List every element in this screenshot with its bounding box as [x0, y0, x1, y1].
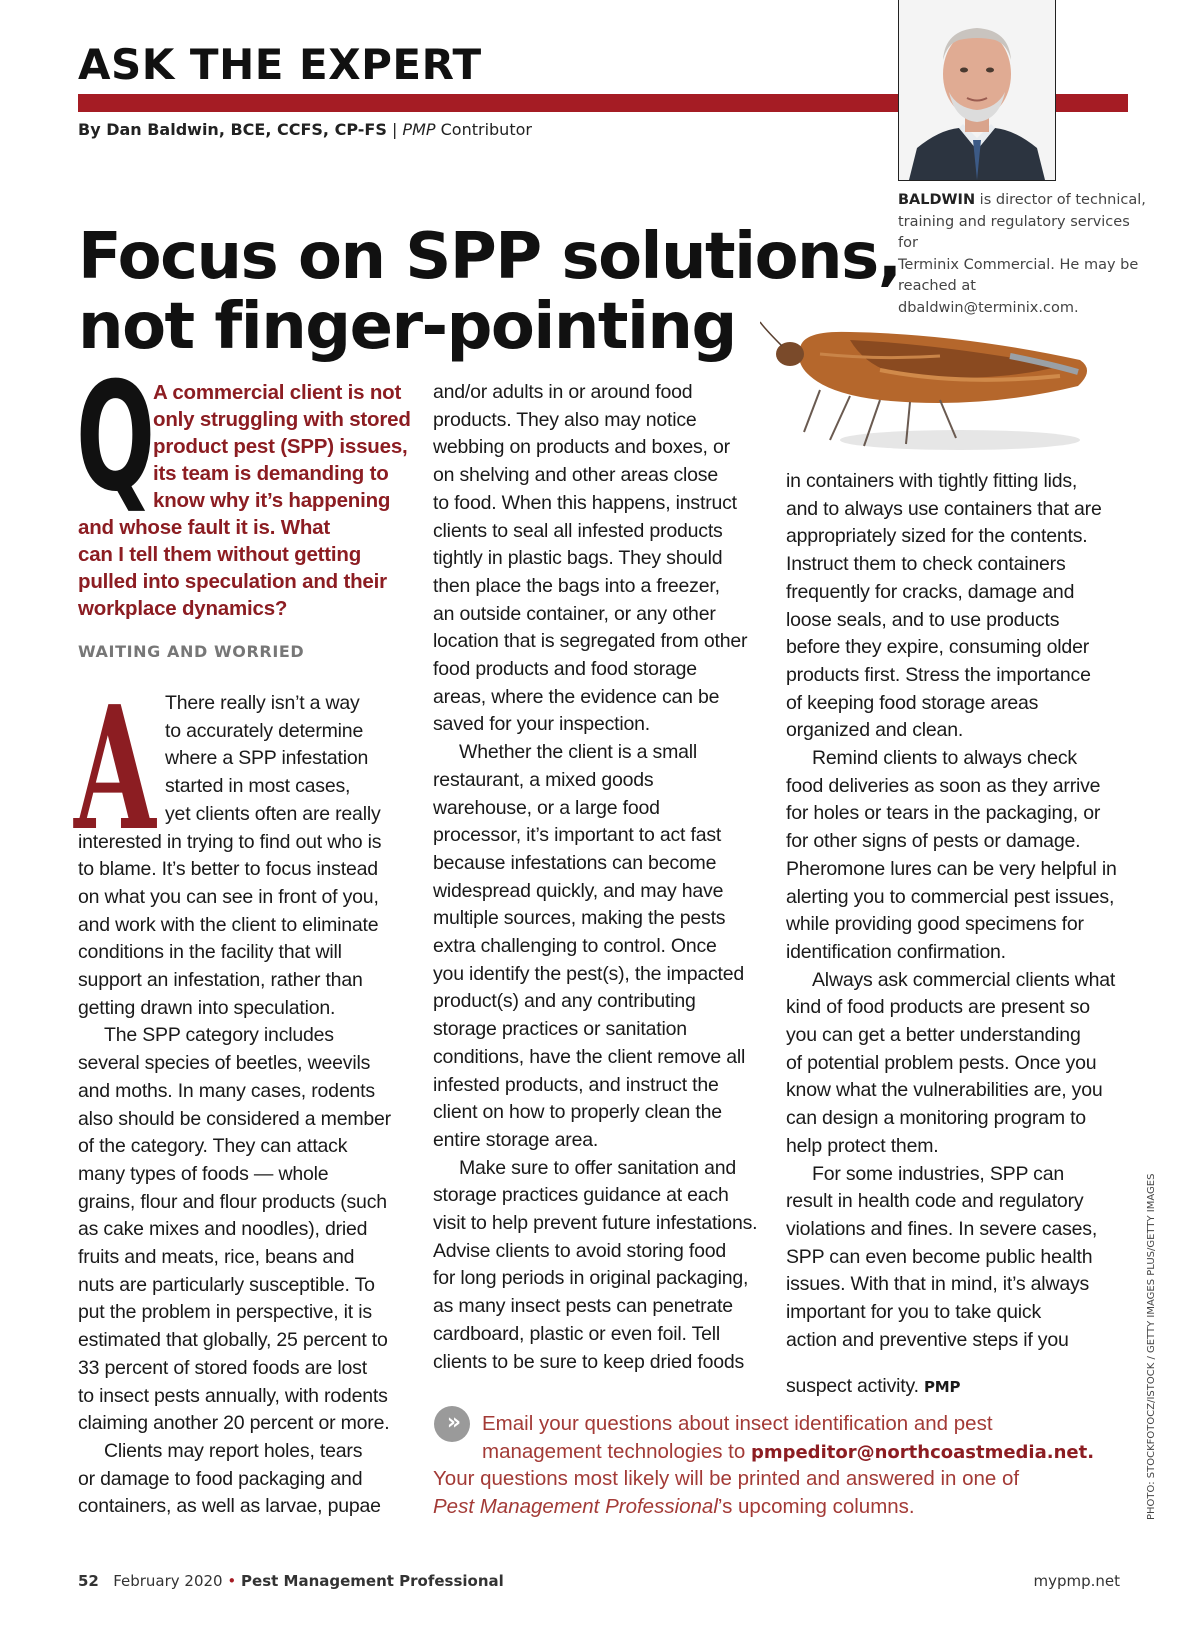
text-line: organized and clean.: [786, 719, 964, 741]
text-line: restaurant, a mixed goods: [433, 769, 654, 791]
question-signoff: WAITING AND WORRIED: [78, 642, 305, 661]
question-line: its team is demanding to: [153, 462, 389, 485]
text-line: to food. When this happens, instruct: [433, 492, 737, 514]
text-line: help protect them.: [786, 1135, 939, 1157]
question-line: can I tell them without getting: [78, 543, 362, 566]
text-line: fruits and meats, rice, beans and: [78, 1246, 355, 1268]
text-line: food deliveries as soon as they arrive: [786, 775, 1101, 797]
caption-line: reached at dbaldwin@terminix.com.: [898, 278, 1079, 316]
text-line: Instruct them to check containers: [786, 553, 1066, 575]
text-line: issues. With that in mind, it’s always: [786, 1273, 1090, 1295]
question-line: product pest (SPP) issues,: [153, 435, 408, 458]
text-line: action and preventive steps if you: [786, 1329, 1069, 1351]
text-line: Always ask commercial clients what: [812, 969, 1116, 991]
text-line: saved for your inspection.: [433, 713, 651, 735]
text-line: as many insect pests can penetrate: [433, 1295, 733, 1317]
text-line: of keeping food storage areas: [786, 692, 1039, 714]
end-mark: PMP: [924, 1378, 961, 1396]
byline: [78, 120, 532, 139]
text-line: conditions, have the client remove all: [433, 1046, 746, 1068]
question-line: workplace dynamics?: [78, 597, 288, 620]
text-line: for long periods in original packaging,: [433, 1267, 749, 1289]
headline-line: not finger-pointing: [78, 290, 736, 364]
text-line: nuts are particularly susceptible. To: [78, 1274, 375, 1296]
email-line: [482, 1440, 1094, 1464]
text-line: [786, 1375, 960, 1398]
text-line: yet clients often are really: [165, 803, 381, 825]
text-line: put the problem in perspective, it is: [78, 1301, 372, 1323]
text-line: or damage to food packaging and: [78, 1468, 363, 1490]
text-line: you can get a better understanding: [786, 1024, 1081, 1046]
text-line: as cake mixes and noodles), dried: [78, 1218, 368, 1240]
text-line: multiple sources, making the pests: [433, 907, 726, 929]
photo-credit: PHOTO: STOCKFOTOCZ/ISTOCK / GETTY IMAGES PLUS/GETTY IMAGES: [1146, 1173, 1157, 1520]
byline-name: By Dan Baldwin, BCE, CCFS, CP-FS: [78, 120, 387, 139]
text-line: interested in trying to find out who is: [78, 831, 382, 853]
text-line: because infestations can become: [433, 852, 717, 874]
text-line: know what the vulnerabilities are, you: [786, 1079, 1103, 1101]
text-line: Clients may report holes, tears: [104, 1440, 363, 1462]
author-photo: [898, 0, 1056, 181]
text-line: For some industries, SPP can: [812, 1163, 1064, 1185]
text-line: to accurately determine: [165, 720, 364, 742]
answer-dropcap: A: [74, 669, 156, 869]
text-line: loose seals, and to use products: [786, 609, 1060, 631]
publication-name: Pest Management Professional: [433, 1495, 718, 1518]
text-line: kind of food products are present so: [786, 996, 1090, 1018]
author-caption: [898, 190, 1148, 319]
footer-left: [78, 1572, 504, 1590]
text-line: for holes or tears in the packaging, or: [786, 802, 1101, 824]
text-line: grains, flour and flour products (such: [78, 1191, 387, 1213]
text-line: storage practices or sanitation: [433, 1018, 687, 1040]
email-line: [433, 1495, 915, 1519]
question-line: pulled into speculation and their: [78, 570, 387, 593]
caption-line: is director of technical,: [975, 192, 1146, 208]
text-line: Whether the client is a small: [459, 741, 698, 763]
text-line: clients to seal all infested products: [433, 520, 723, 542]
question-dropcap: Q: [76, 351, 156, 525]
text-line: widespread quickly, and may have: [433, 880, 724, 902]
question-line: and whose fault it is. What: [78, 516, 331, 539]
text-line: while providing good specimens for: [786, 913, 1084, 935]
text-line: areas, where the evidence can be: [433, 686, 720, 708]
text-line: processor, it’s important to act fast: [433, 824, 722, 846]
text-line: to blame. It’s better to focus instead: [78, 858, 378, 880]
page-number: 52: [78, 1572, 99, 1590]
section-title: ASK THE EXPERT: [78, 40, 482, 89]
byline-role: Contributor: [435, 120, 532, 139]
text-line: SPP can even become public health: [786, 1246, 1093, 1268]
text-line: estimated that globally, 25 percent to: [78, 1329, 388, 1351]
text-line: infested products, and instruct the: [433, 1074, 719, 1096]
text-line: started in most cases,: [165, 775, 351, 797]
question-line: know why it’s happening: [153, 489, 391, 512]
question-line: A commercial client is not: [153, 381, 402, 404]
text-line: getting drawn into speculation.: [78, 997, 336, 1019]
magazine-name: Pest Management Professional: [241, 1572, 504, 1590]
email-link[interactable]: pmpeditor@northcoastmedia.net.: [750, 1442, 1095, 1463]
text-line: and/or adults in or around food: [433, 381, 693, 403]
question-line: only struggling with stored: [153, 408, 411, 431]
text-line: also should be considered a member: [78, 1108, 391, 1130]
caption-name: BALDWIN: [898, 192, 976, 208]
text-line: visit to help prevent future infestations.: [433, 1212, 758, 1234]
text-line: warehouse, or a large food: [433, 797, 660, 819]
text-line: result in health code and regulatory: [786, 1190, 1084, 1212]
chevron-right-icon: ››: [434, 1406, 470, 1442]
email-line-text: ’s upcoming columns.: [717, 1495, 915, 1518]
text-line: support an infestation, rather than: [78, 969, 363, 991]
moth-illustration: [760, 320, 1110, 470]
text-line: and to always use containers that are: [786, 498, 1102, 520]
text-line: where a SPP infestation: [165, 747, 369, 769]
byline-separator: |: [386, 120, 403, 139]
caption-line: Terminix Commercial. He may be: [898, 256, 1139, 273]
footer-bullet: •: [227, 1572, 237, 1590]
text-line: Pheromone lures can be very helpful in: [786, 858, 1117, 880]
text-line: on what you can see in front of you,: [78, 886, 379, 908]
byline-publication: PMP: [402, 120, 436, 139]
text-line: in containers with tightly fitting lids,: [786, 470, 1078, 492]
text-line: before they expire, consuming older: [786, 636, 1090, 658]
text-line: extra challenging to control. Once: [433, 935, 717, 957]
text-line: of potential problem pests. Once you: [786, 1052, 1097, 1074]
text-line: products. They also may notice: [433, 409, 697, 431]
text-line: Advise clients to avoid storing food: [433, 1240, 727, 1262]
text-line: appropriately sized for the contents.: [786, 525, 1088, 547]
text-line: violations and fines. In severe cases,: [786, 1218, 1098, 1240]
text-line: alerting you to commercial pest issues,: [786, 886, 1115, 908]
text-line: frequently for cracks, damage and: [786, 581, 1075, 603]
text-line: an outside container, or any other: [433, 603, 716, 625]
text-line: and work with the client to eliminate: [78, 914, 379, 936]
text-line: food products and food storage: [433, 658, 697, 680]
email-line: Your questions most likely will be printed and answered in one of: [433, 1467, 1020, 1490]
headline-line: Focus on SPP solutions,: [78, 220, 901, 294]
text-line: can design a monitoring program to: [786, 1107, 1086, 1129]
text-line: product(s) and any contributing: [433, 990, 696, 1012]
text-line: Remind clients to always check: [812, 747, 1077, 769]
text-line: identification confirmation.: [786, 941, 1006, 963]
text-line: webbing on products and boxes, or: [433, 436, 730, 458]
text-line: cardboard, plastic or even foil. Tell: [433, 1323, 721, 1345]
text-line: you identify the pest(s), the impacted: [433, 963, 745, 985]
text-line: on shelving and other areas close: [433, 464, 719, 486]
text-line: Make sure to offer sanitation and: [459, 1157, 737, 1179]
text-line: storage practices guidance at each: [433, 1184, 729, 1206]
text-line: 33 percent of stored foods are lost: [78, 1357, 367, 1379]
text-line: tightly in plastic bags. They should: [433, 547, 723, 569]
text-line: important for you to take quick: [786, 1301, 1042, 1323]
text-line: The SPP category includes: [104, 1024, 334, 1046]
issue-date: February 2020: [113, 1572, 223, 1590]
caption-line: training and regulatory services for: [898, 213, 1130, 251]
text-line: of the category. They can attack: [78, 1135, 348, 1157]
text-line: clients to be sure to keep dried foods: [433, 1351, 745, 1373]
text-line: claiming another 20 percent or more.: [78, 1412, 390, 1434]
email-line-text: management technologies to: [482, 1440, 751, 1463]
text-line: then place the bags into a freezer,: [433, 575, 720, 597]
text-line: for other signs of pests or damage.: [786, 830, 1081, 852]
text-line: entire storage area.: [433, 1129, 599, 1151]
text-line: containers, as well as larvae, pupae: [78, 1495, 381, 1517]
text-line-last: suspect activity.: [786, 1375, 919, 1397]
text-line: many types of foods — whole: [78, 1163, 329, 1185]
text-line: conditions in the facility that will: [78, 941, 342, 963]
text-line: several species of beetles, weevils: [78, 1052, 371, 1074]
text-line: location that is segregated from other: [433, 630, 748, 652]
text-line: client on how to properly clean the: [433, 1101, 722, 1123]
email-line: Email your questions about insect identification and pest: [482, 1412, 993, 1435]
text-line: There really isn’t a way: [165, 692, 360, 714]
text-line: products first. Stress the importance: [786, 664, 1091, 686]
footer-url[interactable]: mypmp.net: [1033, 1572, 1120, 1590]
text-line: and moths. In many cases, rodents: [78, 1080, 375, 1102]
text-line: to insect pests annually, with rodents: [78, 1385, 388, 1407]
